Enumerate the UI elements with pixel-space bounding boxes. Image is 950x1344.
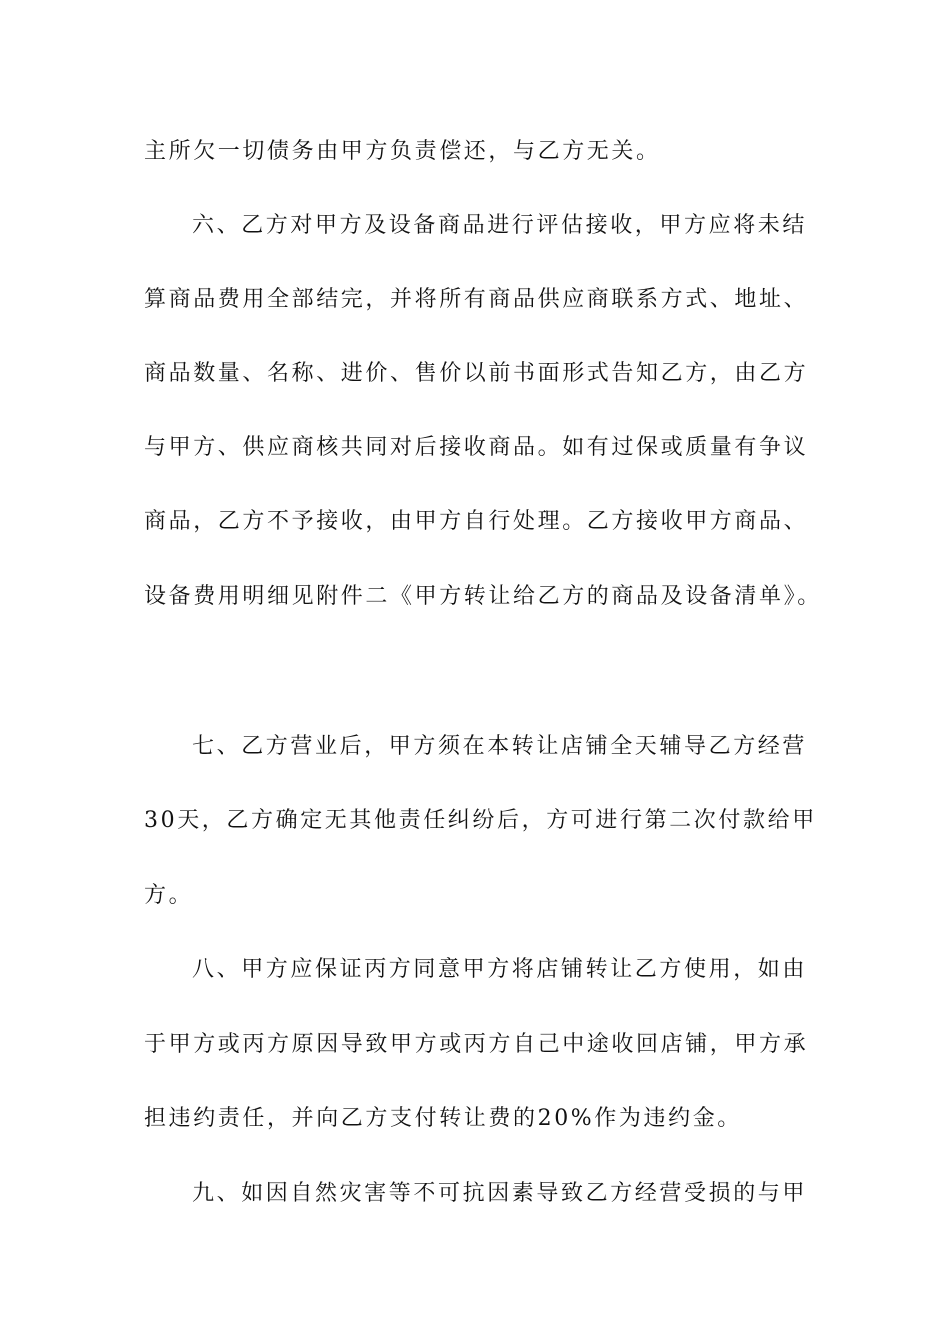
text-line-clause-8-line-3: 担违约责任，并向乙方支付转让费的20%作为违约金。: [144, 1106, 742, 1131]
text-line-clause-7-line-2: 30天，乙方确定无其他责任纠纷后，方可进行第二次付款给甲: [144, 808, 817, 833]
text-line-clause-6-line-4: 与甲方、供应商核共同对后接收商品。如有过保或质量有争议: [144, 435, 809, 460]
text-line-clause-6-line-6: 设备费用明细见附件二《甲方转让给乙方的商品及设备清单》。: [144, 584, 822, 609]
text-line-clause-9-line-1: 九、如因自然灾害等不可抗因素导致乙方经营受损的与甲: [192, 1181, 808, 1206]
text-line-clause-6-line-3: 商品数量、名称、进价、售价以前书面形式告知乙方，由乙方: [144, 361, 809, 386]
text-line-clause-6-line-1: 六、乙方对甲方及设备商品进行评估接收，甲方应将未结: [192, 213, 808, 238]
text-line-clause-5-end: 主所欠一切债务由甲方负责偿还，与乙方无关。: [144, 139, 661, 164]
text-line-clause-7-line-1: 七、乙方营业后，甲方须在本转让店铺全天辅导乙方经营: [192, 734, 808, 759]
text-line-clause-8-line-1: 八、甲方应保证丙方同意甲方将店铺转让乙方使用，如由: [192, 957, 808, 982]
text-line-clause-6-line-5: 商品，乙方不予接收，由甲方自行处理。乙方接收甲方商品、: [144, 509, 809, 534]
text-line-clause-8-line-2: 于甲方或丙方原因导致甲方或丙方自己中途收回店铺，甲方承: [144, 1032, 809, 1057]
text-line-clause-6-line-2: 算商品费用全部结完，并将所有商品供应商联系方式、地址、: [144, 287, 809, 312]
text-line-clause-7-line-3: 方。: [144, 883, 194, 908]
